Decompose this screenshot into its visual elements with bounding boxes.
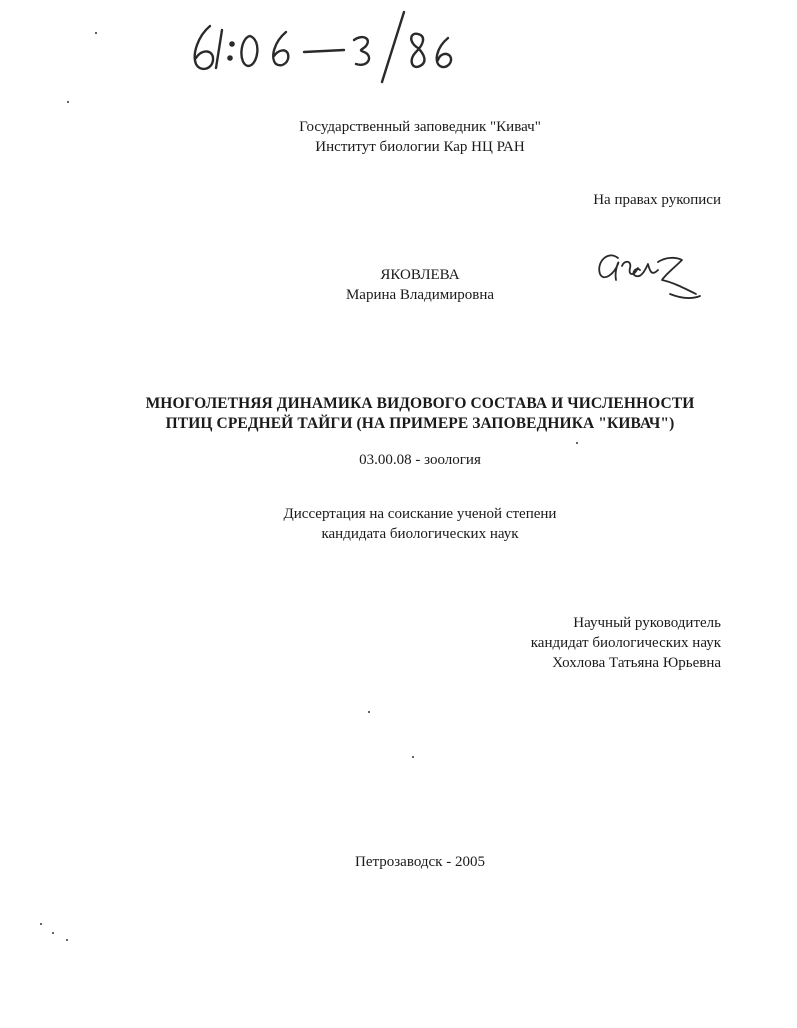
- organization-header: [220, 117, 620, 157]
- rights-note: На правах рукописи: [593, 192, 721, 208]
- supervisor-degree: кандидат биологических наук: [530, 635, 721, 651]
- scan-speck: [368, 711, 370, 713]
- degree-statement: [220, 504, 620, 544]
- scan-speck: [67, 101, 69, 103]
- scan-speck: [576, 442, 578, 444]
- scan-speck: [52, 932, 54, 934]
- org-line-2: Институт биологии Кар НЦ РАН: [315, 139, 525, 155]
- author-name: Марина Владимировна: [345, 287, 495, 303]
- specialty-code: 03.00.08 - зоология: [359, 452, 481, 468]
- scan-speck: [412, 756, 414, 758]
- author-block: [290, 265, 550, 305]
- dissertation-title: [80, 394, 760, 434]
- supervisor-name: Хохлова Татьяна Юрьевна: [552, 655, 721, 671]
- org-line-1: Государственный заповедник "Кивач": [299, 119, 541, 135]
- city-year: Петрозаводск - 2005: [355, 854, 485, 870]
- supervisor-role: Научный руководитель: [573, 615, 721, 631]
- scan-speck: [66, 939, 68, 941]
- author-surname: ЯКОВЛЕВА: [380, 267, 460, 283]
- title-line-1: МНОГОЛЕТНЯЯ ДИНАМИКА ВИДОВОГО СОСТАВА И ЧИСЛЕННОСТИ: [145, 395, 695, 412]
- supervisor-block: [440, 613, 721, 673]
- degree-line-1: Диссертация на соискание ученой степени: [283, 506, 557, 522]
- title-line-2: ПТИЦ СРЕДНЕЙ ТАЙГИ (НА ПРИМЕРЕ ЗАПОВЕДНИКА "КИВАЧ"): [165, 415, 675, 432]
- scan-speck: [95, 32, 97, 34]
- handwritten-archive-code: [186, 2, 466, 86]
- author-signature: [592, 240, 704, 308]
- degree-line-2: кандидата биологических наук: [321, 526, 519, 542]
- scan-speck: [40, 923, 42, 925]
